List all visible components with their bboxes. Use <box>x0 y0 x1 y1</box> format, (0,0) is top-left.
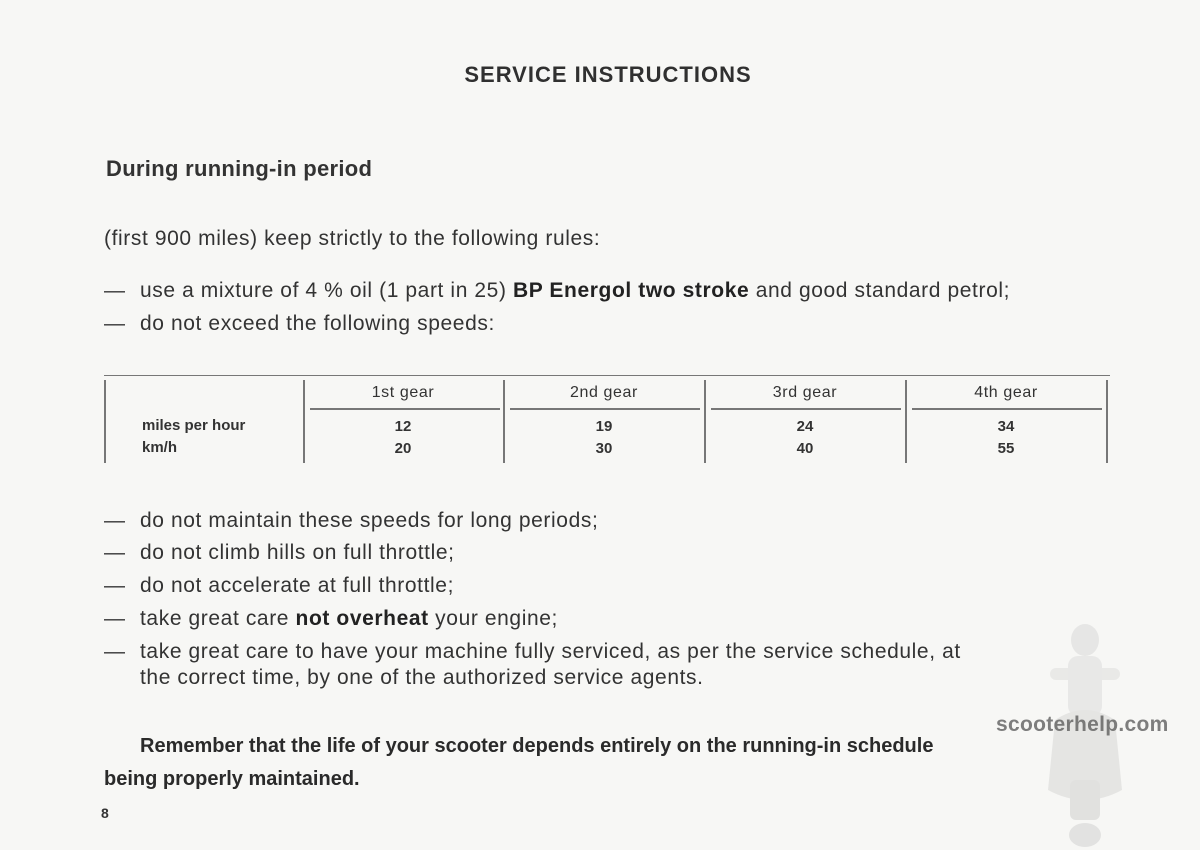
header-underline <box>912 408 1102 410</box>
table-cell: 19 <box>595 418 613 435</box>
rule-text: do not exceed the following speeds: <box>140 312 495 335</box>
rule-speeds <box>104 311 495 337</box>
table-cell: 20 <box>394 440 412 457</box>
rule-dash: — <box>104 607 126 630</box>
column-header: 4th gear <box>974 384 1038 401</box>
intro-text: (first 900 miles) keep strictly to the following rules: <box>104 227 601 250</box>
rule-dash: — <box>104 312 126 335</box>
page-number: 8 <box>101 805 109 821</box>
rule-text: do not accelerate at full throttle; <box>140 574 455 597</box>
table-cell: 34 <box>997 418 1015 435</box>
rule-text: take great care <box>140 607 296 630</box>
table-cell: 24 <box>796 418 814 435</box>
rule-dash: — <box>104 509 126 532</box>
rule-overheat <box>104 606 558 632</box>
rule-bold-text: not overheat <box>295 607 429 630</box>
header-underline <box>711 408 901 410</box>
remember-note <box>104 730 1114 796</box>
rule-dash: — <box>104 541 126 564</box>
row-label: miles per hour <box>142 417 246 434</box>
rule-accelerate <box>104 573 454 599</box>
table-cell: 12 <box>394 418 412 435</box>
rule-dash: — <box>104 640 126 663</box>
rule-text: do not climb hills on full throttle; <box>140 541 455 564</box>
table-cell: 40 <box>796 440 814 457</box>
rule-text: do not maintain these speeds for long periods; <box>140 509 599 532</box>
rule-continuation: the correct time, by one of the authorized service agents. <box>140 666 704 689</box>
remember-line: Remember that the life of your scooter depends entirely on the running-in schedule <box>140 735 934 757</box>
page-title: SERVICE INSTRUCTIONS <box>464 62 752 87</box>
rule-text: take great care to have your machine fully serviced, as per the service schedule, at <box>140 640 961 663</box>
rule-text: use a mixture of 4 % oil (1 part in 25) <box>140 279 513 302</box>
section-heading: During running-in period <box>106 156 373 181</box>
rule-maintain <box>104 508 598 534</box>
column-header: 3rd gear <box>772 384 838 401</box>
rule-mixture <box>104 278 1010 304</box>
table-border-right <box>1106 380 1108 463</box>
rule-serviced <box>104 639 961 691</box>
rule-bold-text: BP Energol two stroke <box>513 279 750 302</box>
column-header: 2nd gear <box>570 384 638 401</box>
rule-dash: — <box>104 574 126 597</box>
speed-table <box>104 375 1110 463</box>
remember-line: being properly maintained. <box>104 768 360 790</box>
header-underline <box>310 408 500 410</box>
rule-text-end: your engine; <box>428 607 558 630</box>
header-underline <box>510 408 700 410</box>
watermark-text: scooterhelp.com <box>996 713 1169 736</box>
column-header: 1st gear <box>371 384 435 401</box>
rule-dash: — <box>104 279 126 302</box>
table-cell: 55 <box>997 440 1015 457</box>
table-cell: 30 <box>595 440 613 457</box>
rule-text-end: and good standard petrol; <box>749 279 1011 302</box>
table-border-left <box>104 380 106 463</box>
rule-hills <box>104 540 455 566</box>
row-label: km/h <box>142 439 178 456</box>
